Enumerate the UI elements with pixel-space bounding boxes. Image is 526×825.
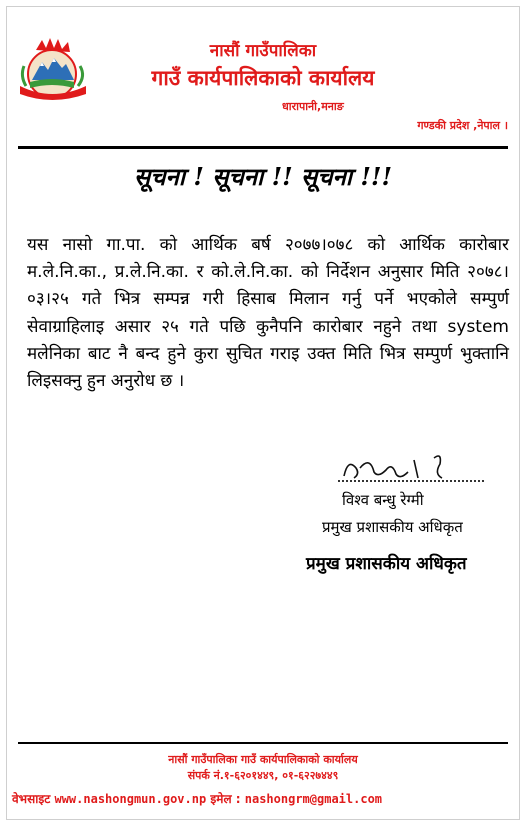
signature-line <box>338 480 484 482</box>
footer-office: नासौं गाउँपालिका गाउँ कार्यपालिकाको कार्यालय <box>168 753 358 766</box>
office-name: गाउँ कार्यपालिकाको कार्यालय <box>151 66 375 90</box>
signatory-title-print: प्रमुख प्रशासकीय अधिकृत <box>306 554 467 574</box>
notice-body: यस नासो गा.पा. को आर्थिक बर्ष २०७७।०७८ को आर्थिक कारोबार म.ले.नि.का., प्र.ले.नि.का. र को.ले.नि.का. को निर्देशन अनुसार मिति २०७८।०३।२५ गते भित्र सम्पन्न गरी हिसाब मिलान गर्नु पर्ने भएकोले सम्पुर्ण सेवाग्राहिलाइ असार २५ गते पछि कुनैपनि कारोबार नहुने तथा system मलेनिका बाट नै बन्द हुने कुरा सुचित गराइ उक्त मिति भित्र सम्पुर्ण भुक्तानि लिइसक्नु हुन अनुरोध छ । <box>27 235 509 392</box>
email-label: इमेल : <box>210 792 241 806</box>
footer-web-email <box>12 790 382 807</box>
footer-divider <box>18 742 508 744</box>
email-link[interactable]: nashongrm@gmail.com <box>244 792 383 806</box>
signatory-title: प्रमुख प्रशासकीय अधिकृत <box>322 518 463 536</box>
province-label: गण्डकी प्रदेश ,नेपाल । <box>417 119 508 132</box>
website-label: वेभसाइट <box>12 792 51 806</box>
municipality-name: नासौं गाउँपालिका <box>209 41 317 61</box>
office-location: धारापानी,मनाङ <box>282 100 344 113</box>
signatory-name: विश्व बन्धु रेग्मी <box>342 491 424 509</box>
notice-title: सूचना ! सूचना !! सूचना !!! <box>134 162 392 191</box>
website-link[interactable]: www.nashongmun.gov.np <box>54 792 207 806</box>
header-divider <box>18 146 508 149</box>
handwritten-signature <box>330 448 470 488</box>
footer-contact: संपर्क नं.१-६२०१४४९, ०१-६२२७४४९ <box>187 769 339 782</box>
